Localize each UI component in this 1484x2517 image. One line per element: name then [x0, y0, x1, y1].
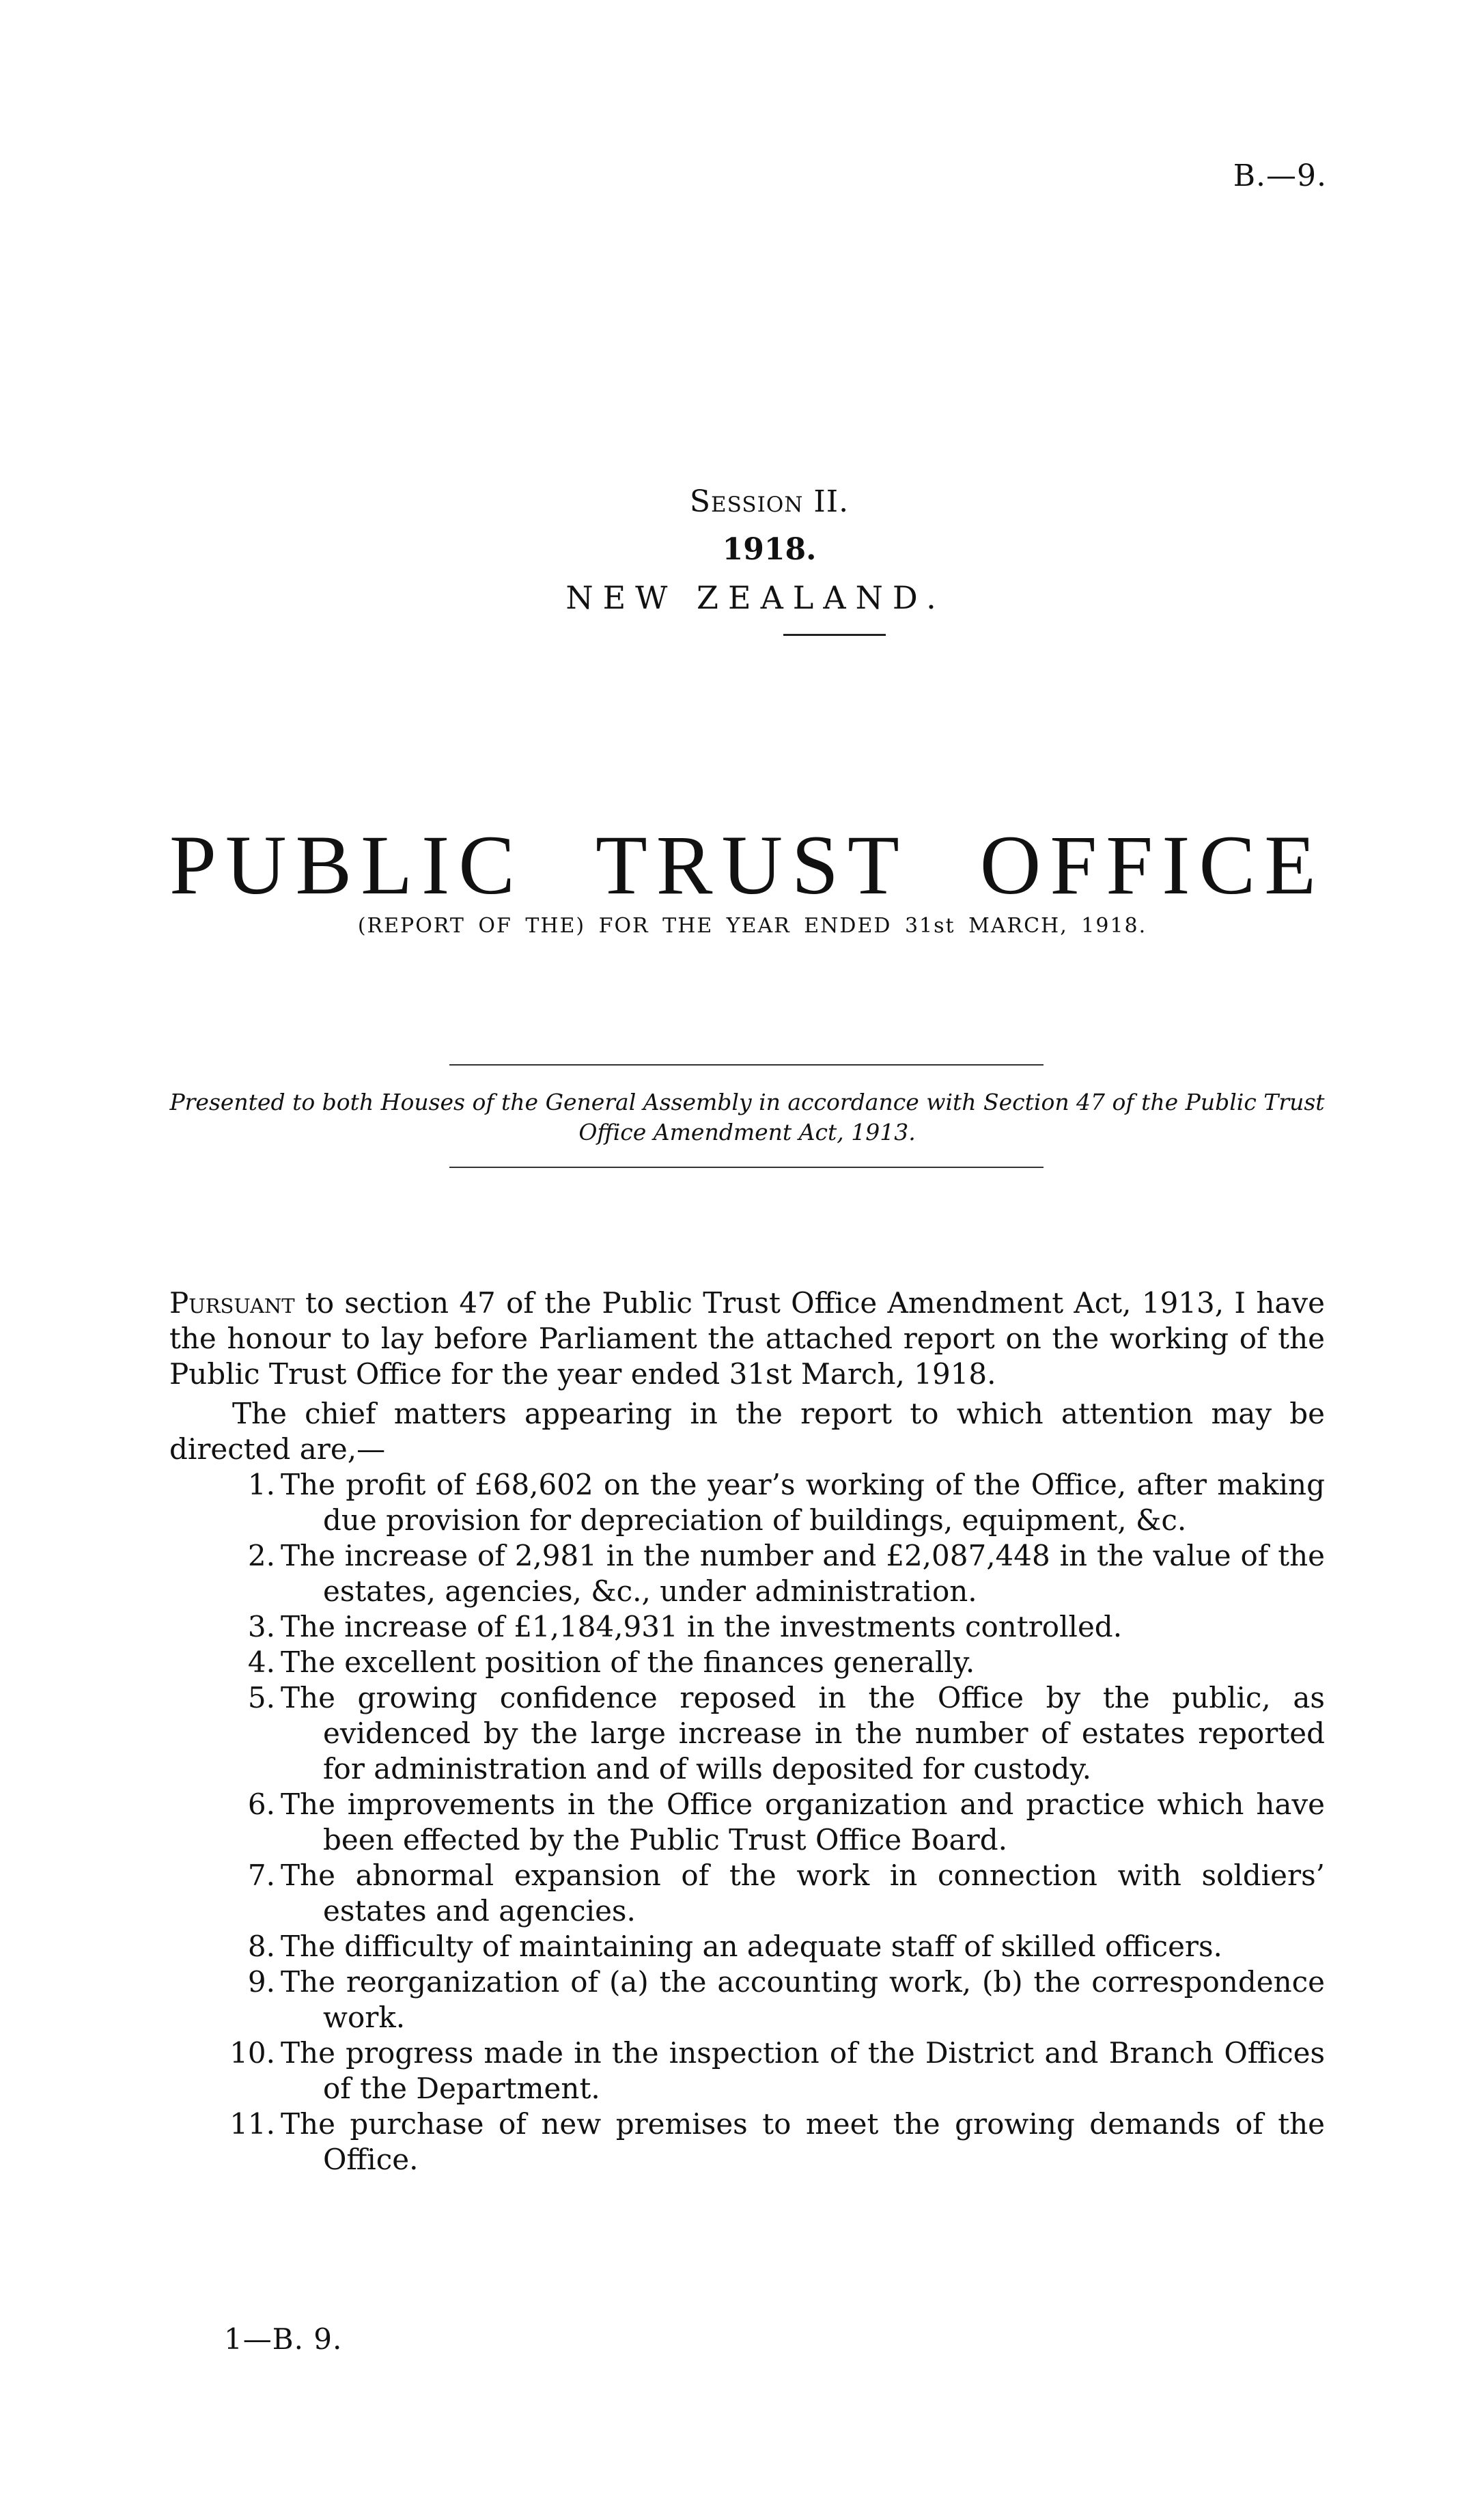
list-item — [169, 1538, 1325, 1609]
list-item — [169, 1964, 1325, 2035]
list-item-text: The reorganization of (a) the accounting work, (b) the correspondence work. — [281, 1965, 1325, 2034]
list-item-text: The excellent position of the finances generally. — [281, 1645, 975, 1679]
list-item-text: The difficulty of maintaining an adequate staff of skilled officers. — [281, 1930, 1222, 1963]
list-item-text: The purchase of new premises to meet the growing demands of the Office. — [281, 2107, 1325, 2176]
list-item-text: The profit of £68,602 on the year’s working of the Office, after making due provision for depreciation of buildings, equipment, &c. — [281, 1468, 1325, 1537]
list-item-text: The progress made in the inspection of the District and Branch Offices of the Department. — [281, 2036, 1325, 2105]
sheet-reference: 1—B. 9. — [224, 2322, 343, 2356]
list-item-number: 1. — [247, 1468, 275, 1501]
list-item-number: 10. — [229, 2036, 275, 2070]
list-item — [169, 1929, 1325, 1964]
list-item-number: 11. — [229, 2107, 275, 2141]
list-item-number: 4. — [247, 1645, 275, 1679]
list-item — [169, 1858, 1325, 1929]
bottom-divider — [449, 1167, 1044, 1168]
list-item — [169, 1787, 1325, 1858]
list-item-number: 5. — [247, 1681, 275, 1714]
report-body — [169, 1285, 1325, 2178]
top-divider — [449, 1064, 1044, 1066]
matters-list — [169, 1467, 1325, 2178]
main-title: PUBLIC TRUST OFFICE — [169, 818, 1325, 912]
list-item-text: The increase of £1,184,931 in the investments controlled. — [281, 1610, 1123, 1643]
list-item — [169, 1645, 1325, 1680]
intro-paragraph — [169, 1285, 1325, 1392]
list-item-number: 8. — [247, 1930, 275, 1963]
list-item — [169, 2035, 1325, 2106]
list-item — [169, 1680, 1325, 1787]
short-divider — [783, 634, 886, 636]
list-item-text: The abnormal expansion of the work in connection with soldiers’ estates and agencies. — [281, 1859, 1325, 1928]
list-item — [169, 1609, 1325, 1645]
session-block — [55, 478, 1484, 636]
session-label: Session II. — [689, 484, 850, 519]
report-subtitle: (REPORT OF THE) FOR THE YEAR ENDED 31st MARCH, 1918. — [357, 914, 1147, 938]
list-item — [169, 2106, 1325, 2178]
list-item-number: 7. — [247, 1859, 275, 1892]
session-year: 1918. — [722, 532, 817, 567]
list-item-number: 2. — [247, 1539, 275, 1572]
list-item-text: The growing confidence reposed in the Office by the public, as evidenced by the large increase in the number of estates reported for administration and of wills deposited for custody. — [281, 1681, 1325, 1785]
list-item — [169, 1467, 1325, 1538]
intro-lead-word: Pursuant — [169, 1286, 295, 1320]
list-item-text: The increase of 2,981 in the number and £2,087,448 in the value of the estates, agencies, &c., under administration. — [281, 1539, 1325, 1608]
list-item-number: 6. — [247, 1788, 275, 1821]
list-item-number: 3. — [247, 1610, 275, 1643]
country-name: NEW ZEALAND. — [565, 579, 946, 616]
intro-text: to section 47 of the Public Trust Office Amendment Act, 1913, I have the honour to lay before Parliament the attached report on the working of the Public Trust Office for the year ended 31st March, 1918. — [169, 1286, 1325, 1391]
page-reference: B.—9. — [1233, 158, 1327, 193]
list-item-number: 9. — [247, 1965, 275, 1999]
matters-paragraph: The chief matters appearing in the report to which attention may be directed are,— — [169, 1397, 1325, 1466]
presented-note: Presented to both Houses of the General Assembly in accordance with Section 47 of the Public Trust Office Amendment Act, 1913. — [169, 1089, 1325, 1145]
list-item-text: The improvements in the Office organization and practice which have been effected by the Public Trust Office Board. — [281, 1788, 1325, 1857]
